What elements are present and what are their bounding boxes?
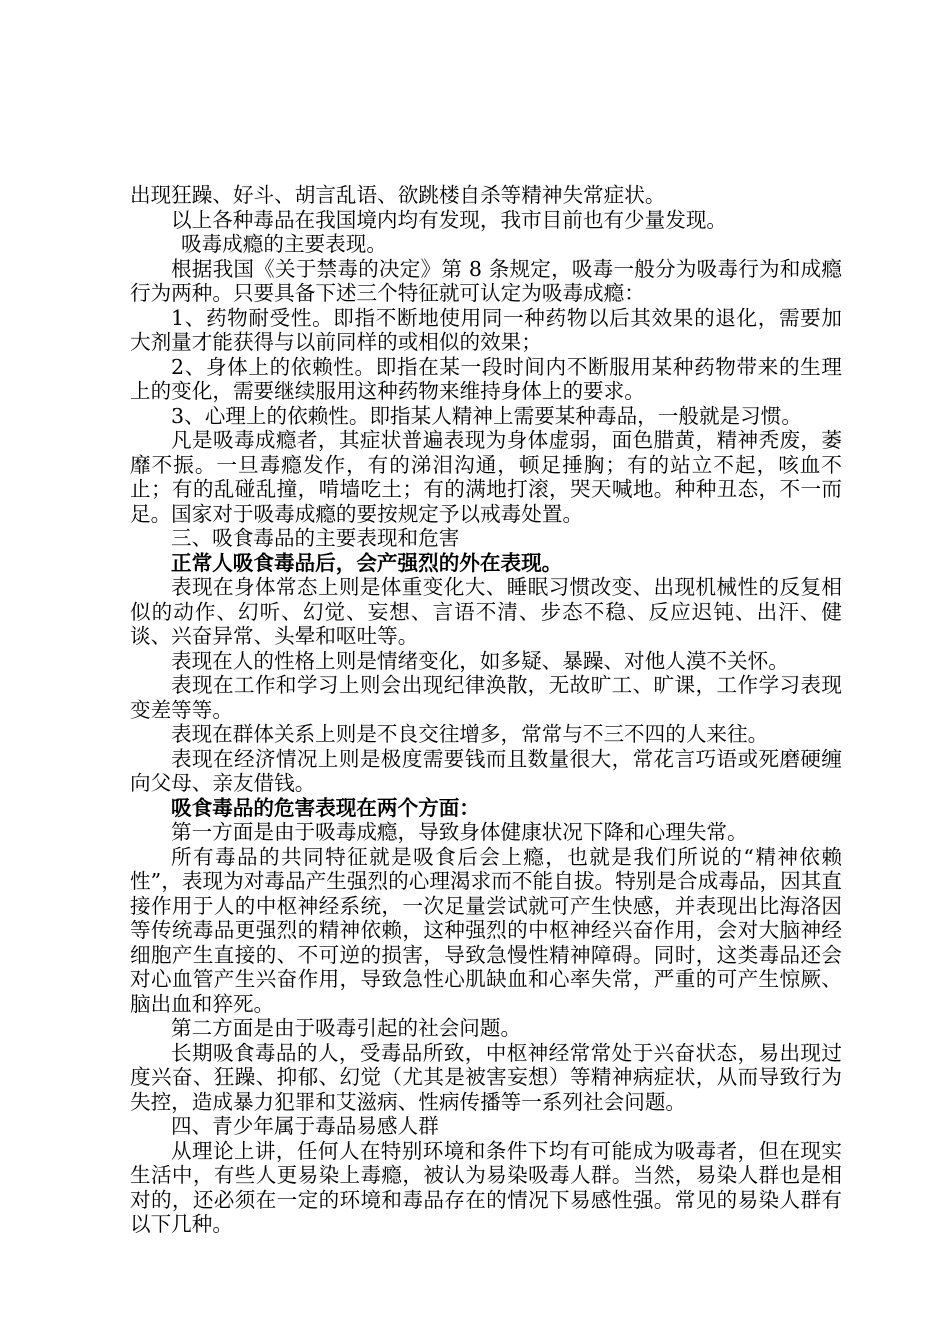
paragraph: 四、青少年属于毒品易感人群 — [171, 1114, 439, 1138]
paragraph: 所有毒品的共同特征就是吸食后会上瘾，也就是我们所说的“精神依赖性”，表现为对毒品产生强烈的心理渴求而不能自拔。特别是合成毒品，因其直接作用于人的中枢神经系统，一次足量尝试就可产生快感，并表现出比海洛因等传统毒品更强烈的精神依赖，这种强烈的中枢神经兴奋作用，会对大脑神经细胞产生直接的、不可逆的损害，导致急慢性精神障碍。同时，这类毒品还会对心血管产生兴奋作用，导致急性心肌缺血和心率失常，严重的可产生惊厥、脑出血和猝死。 — [130, 844, 842, 1016]
paragraph: 吸毒成瘾的主要表现。 — [181, 232, 387, 256]
paragraph: 从理论上讲，任何人在特别环境和条件下均有可能成为吸毒者，但在现实生活中，有些人更易染上毒瘾，被认为易染吸毒人群。当然，易染人群也是相对的，还必须在一定的环境和毒品存在的情况下易感性强。常见的易染人群有以下几种。 — [130, 1138, 842, 1236]
paragraph: 1、药物耐受性。即指不断地使用同一种药物以后其效果的退化，需要加大剂量才能获得与以前同样的或相似的效果； — [130, 305, 842, 354]
bold-paragraph: 吸食毒品的危害表现在两个方面： — [171, 795, 480, 820]
paragraph: 根据我国《关于禁毒的决定》第 8 条规定，吸毒一般分为吸毒行为和成瘾行为两种。只要具备下述三个特征就可认定为吸毒成瘾： — [130, 256, 842, 305]
paragraph: 长期吸食毒品的人，受毒品所致，中枢神经常常处于兴奋状态，易出现过度兴奋、狂躁、抑郁、幻觉（尤其是被害妄想）等精神病症状，从而导致行为失控，造成暴力犯罪和艾滋病、性病传播等一系列社会问题。 — [130, 1040, 842, 1114]
paragraph: 表现在人的性格上则是情绪变化，如多疑、暴躁、对他人漠不关怀。 — [171, 648, 789, 673]
paragraph: 第二方面是由于吸毒引起的社会问题。 — [171, 1016, 522, 1040]
paragraph: 表现在群体关系上则是不良交往增多，常常与不三不四的人来往。 — [171, 722, 769, 746]
paragraph: 表现在经济情况上则是极度需要钱而且数量很大，常花言巧语或死磨硬缠向父母、亲友借钱。 — [130, 746, 842, 795]
paragraph: 表现在工作和学习上则会出现纪律涣散，无故旷工、旷课，工作学习表现变差等等。 — [130, 673, 842, 722]
bold-paragraph: 正常人吸食毒品后，会产强烈的外在表现。 — [171, 550, 563, 575]
paragraph: 第一方面是由于吸毒成瘾，导致身体健康状况下降和心理失常。 — [171, 820, 748, 844]
paragraph: 三、吸食毒品的主要表现和危害 — [171, 526, 460, 550]
paragraph: 以上各种毒品在我国境内均有发现，我市目前也有少量发现。 — [171, 207, 728, 232]
document-body — [130, 183, 842, 1237]
paragraph: 表现在身体常态上则是体重变化大、睡眠习惯改变、出现机械性的反复相似的动作、幻听、幻觉、妄想、言语不清、步态不稳、反应迟钝、出汗、健谈、兴奋异常、头晕和呕吐等。 — [130, 575, 842, 648]
paragraph: 3、心理上的依赖性。即指某人精神上需要某种毒品，一般就是习惯。 — [171, 403, 802, 428]
paragraph: 凡是吸毒成瘾者，其症状普遍表现为身体虚弱，面色腊黄，精神秃废，萎靡不振。一旦毒瘾发作，有的涕泪沟通，顿足捶胸；有的站立不起，咳血不止；有的乱碰乱撞，啃墙吃土；有的满地打滚，哭天喊地。种种丑态，不一而足。国家对于吸毒成瘾的要按规定予以戒毒处置。 — [130, 428, 842, 526]
paragraph: 2、身体上的依赖性。即指在某一段时间内不断服用某种药物带来的生理上的变化，需要继续服用这种药物来维持身体上的要求。 — [130, 354, 842, 403]
paragraph: 出现狂躁、好斗、胡言乱语、欲跳楼自杀等精神失常症状。 — [130, 183, 666, 207]
